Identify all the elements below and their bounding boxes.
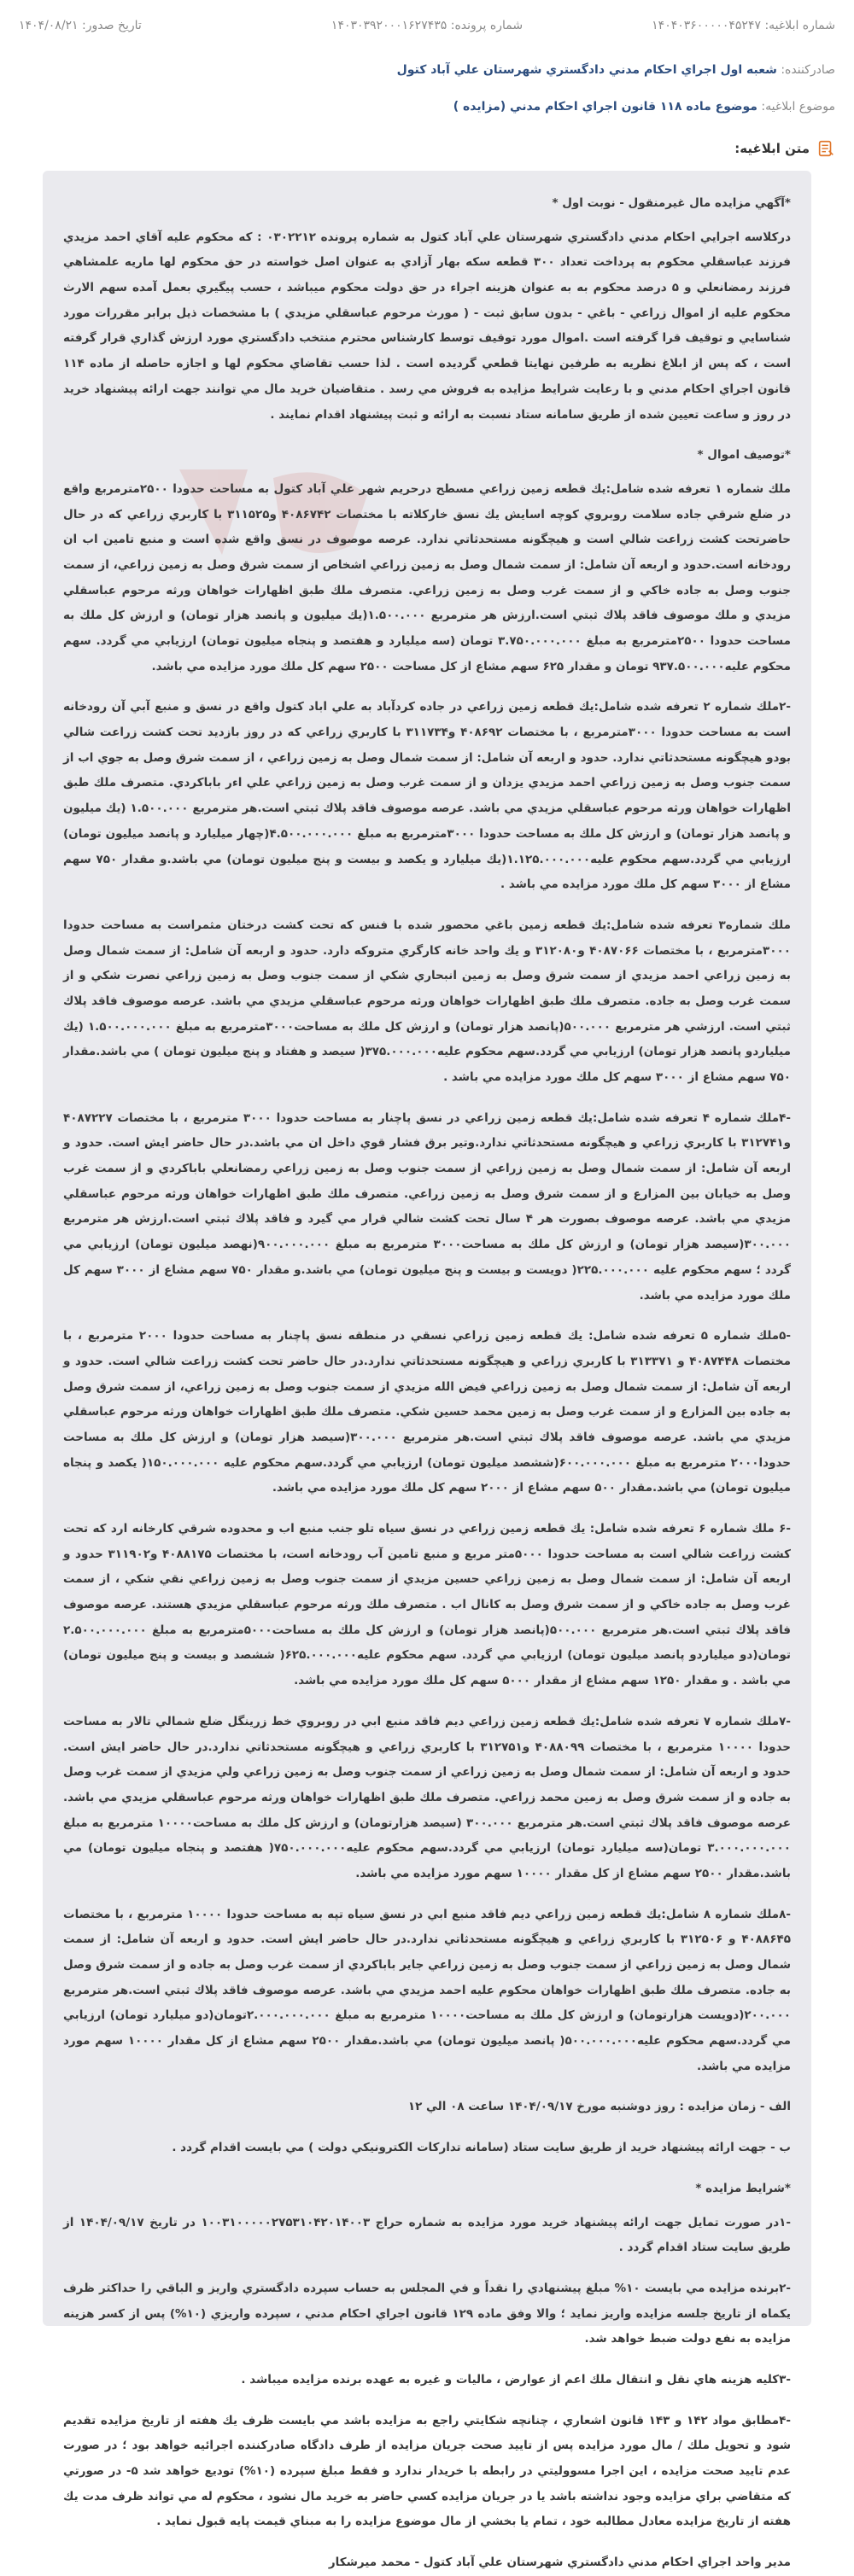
document-icon bbox=[816, 139, 835, 158]
sender-value: شعبه اول اجراي احکام مدني دادگستري شهرستان علي آباد کتول bbox=[396, 63, 777, 77]
auction-conditions-heading: *شرايط مزايده * bbox=[695, 2181, 791, 2195]
notice-text-header bbox=[734, 139, 835, 158]
property-6-paragraph: -۶ ملك شماره ۶ تعرفه شده شامل: يك قطعه زمين زراعي در نسق سياه تلو جنب منبع اب و محدوده شرقي كارخانه ارد كه تحت كشت زراعت شالي است به مساحت حدودا ۵٠٠٠متر مربع و منبع تامين آب رودخانه است، با مختصات ۴٠٨٨١٧۵ و٣١١٩٠٢ حدود و اربعه آن شامل: از سمت شمال وصل به زمين زراعي حسين مزيدي از سمت جنوب وصل به زمين زراعي نقي شكي ، از سمت غرب وصل به جاده خاكي و از سمت شرق وصل به كانال اب . متصرف ملك ورثه مرحوم عباسقلي مزيدي هستند. عرصه موصوف فاقد پلاك ثبتي است.هر مترمربع ۵٠٠.٠٠٠(پانصد هزار تومان) و ارزش كل ملك به مساحت۵٠٠٠مترمربع به مبلغ ٢.۵٠٠.٠٠٠.٠٠٠ تومان(دو ميلياردو پانصد ميليون تومان) ارزيابي مي گردد. سهم محكوم عليه۶٢۵.٠٠٠.٠٠٠( ششصد و بيست و پنج ميليون تومان) مي باشد . و مقدار ١٢۵٠ سهم مشاع از مقدار ۵٠٠٠ سهم كل ملك مورد مزايده مي باشد. bbox=[63, 1522, 791, 1688]
issue-date bbox=[19, 19, 291, 32]
notice-text-title: متن ابلاغیه: bbox=[734, 141, 810, 156]
case-number bbox=[291, 19, 564, 32]
condition-3-paragraph: -٣كليه هزينه هاي نقل و انتقال ملك اعم از عوارض ، ماليات و غيره به عهده برنده مزايده ميباشد . bbox=[241, 2372, 791, 2387]
notice-number-value: ۱۴۰۴۰۳۶۰۰۰۰۰۴۵۲۴۷ bbox=[652, 19, 761, 32]
condition-1-paragraph: -١در صورت تمايل جهت ارائه پيشنهاد خريد مورد مزايده به شماره حراج ١٠٠٣١٠٠٠٠٠٢٧۵٣١٠۴٢٠١۴٠٠٣ در تاريخ ١۴٠۴/٠٩/١٧ از طريق سايت ستاد اقدام گردد . bbox=[63, 2215, 791, 2255]
case-number-label: شماره پرونده: bbox=[450, 19, 524, 32]
subject-label: موضوع ابلاغیه: bbox=[761, 100, 835, 114]
issue-date-label: تاریخ صدور: bbox=[82, 19, 142, 32]
auction-time-paragraph: الف - زمان مزايده : روز دوشنبه مورخ ١۴٠۴/٠٩/١٧ ساعت ٠٨ الي ١٢ bbox=[407, 2100, 791, 2114]
issue-date-value: ۱۴۰۴/۰۸/۲۱ bbox=[18, 19, 79, 32]
property-3-paragraph: ملك شماره٣ تعرفه شده شامل:يك قطعه زمين باغي محصور شده با فنس كه تحت كشت درختان مثمراست به مساحت حدودا ٣٠٠٠مترمربع ، با مختصات ۴٠٨٧٠۶۶ و٣١٢٠٨٠ و يك واحد خانه كارگري متروكه دارد. حدود و اربعه آن شامل: از سمت شمال وصل به زمين زراعي احمد مزيدي از سمت شرق وصل به زمين انبحاري شكي از سمت جنوب وصل به زمين زراعي نصرت شكي و از سمت غرب وصل به جاده. متصرف ملك طبق اظهارات خواهان ورثه مرحوم عباسقلي مزيدي مي باشد. عرصه موصوف فاقد پلاك ثبتي است. ارزشي هر مترمربع ۵٠٠.٠٠٠(پانصد هزار تومان) و ارزش كل ملك به مساحت٣٠٠٠مترمربع به مبلغ ١.۵٠٠.٠٠٠.٠٠٠ (يك ميلياردو پانصد هزار تومان) ارزيابي مي گردد.سهم محكوم عليه٣٧۵.٠٠٠.٠٠٠( سيصد و هفتاد و پنج ميليون تومان ) مي باشد.مقدار ٧۵٠ سهم مشاع از ٣٠٠٠ سهم كل ملك مورد مزايده مي باشد . bbox=[63, 918, 792, 1084]
signature-line: مدير واحد اجراي احكام مدني دادگستري شهرستان علي آباد كتول - محمد ميرشكار bbox=[328, 2556, 791, 2570]
property-5-paragraph: -۵ملك شماره ۵ تعرفه شده شامل: يك قطعه زمين زراعي نسقي در منطقه نسق پاچنار به مساحت حدودا ٢٠٠٠ مترمربع ، با مختصات ۴٠٨٧۴۴٨ و ٣١٣٣٧١ با كاربري زراعي و هيچگونه مستحدثاتي ندارد.در حال حاضر تحت كشت زراعت شالي است. حدود و اربعه آن شامل: از سمت شمال وصل به زمين زراعي فيض الله مزيدي از سمت جنوب وصل به زمين زراعي، از سمت شرق وصل به جاده بين المزارع و از سمت غرب وصل به زمين محمد حسين شكي. متصرف ملك طبق اظهارات خواهان ورثه مرحوم عباسقلي مزيدي مي باشد. عرصه موصوف فاقد پلاك ثبتي است.هر مترمربع ٣٠٠.٠٠٠(سيصد هزار تومان) و ارزش كل ملك به مساحت حدودا٢٠٠٠ مترمربع به مبلغ ۶٠٠.٠٠٠.٠٠٠(ششصد ميليون تومان) ارزيابي مي گردد.سهم محكوم عليه ١۵٠.٠٠٠.٠٠٠( يكصد و پنجاه ميليون تومان) مي باشد.مقدار ۵٠٠ سهم مشاع از ٢٠٠٠ سهم كل ملك مورد مزايده مي باشد. bbox=[63, 1329, 792, 1495]
notice-body bbox=[43, 171, 811, 2570]
property-2-paragraph: -٢ملك شماره ٢ تعرفه شده شامل:يك قطعه زمين زراعي در جاده كردآباد به علي اباد كتول واقع در نسق و منبع آبي آن رودخانه است به مساحت حدودا ٣٠٠٠مترمربع ، با مختصات ۴٠٨۶٩٢ و٣١١٧٣۴ با كاربري زراعي كه در روز بازديد تحت كشت زراعت شالي بودو هيچگونه مستحدثاتي ندارد. حدود و اربعه آن شامل: از سمت شمال وصل به زمين زراعي ، از سمت شرق وصل به جوي اب از سمت جنوب وصل به زمين زراعي احمد مزيدي يزدان و از سمت غرب وصل به زمين زراعي علي اءر باباكردي. متصرف ملك طبق اظهارات خواهان ورثه مرحوم عباسقلي مزيدي مي باشد. عرصه موصوف فاقد پلاك ثبتي است.هر مترمربع ١.۵٠٠.٠٠٠ (يك ميليون و پانصد هزار تومان) و ارزش كل ملك به مساحت حدودا ٣٠٠٠مترمربع به مبلغ ۴.۵٠٠.٠٠٠.٠٠٠(چهار ميليارد و پانصد ميليون تومان) ارزيابي مي گردد.سهم محكوم عليه١.١٢۵.٠٠٠.٠٠٠(يك ميليارد و يكصد و بيست و پنج ميليون تومان) مي باشد.و مقدار ٧۵٠ سهم مشاع از ٣٠٠٠ سهم كل ملك مورد مزايده مي باشد . bbox=[63, 700, 792, 892]
property-1-paragraph: ملك شماره ١ تعرفه شده شامل:يك قطعه زمين زراعي مسطح درحريم شهر علي آباد كتول به مساحت حدودا ٢۵٠٠مترمربع واقع در ضلع شرقي جاده سلامت روبروي كوچه اسايش يك نسق خاركلاته با مختصات ۴٠٨۶٧۴٢ و٣١١۵٢۵ با كاربري زراعي كه در حال حاضرتحت كشت زراعت شالي است و هيچگونه مستحدثاتي ندارد. عرصه موصوف در نسق واقع شده است و منبع تامين اب ان رودخانه است.حدود و اربعه آن شامل: از سمت شمال وصل به زمين زراعي اشخاص از سمت شرق وصل به زمين زراعي، از سمت جنوب وصل به جاده خاكي و از سمت غرب وصل به زمين زراعي. متصرف ملك طبق اظهارات خواهان ورثه مرحوم عباسقلي مزيدي و ملك موصوف فاقد پلاك ثبتي است.ارزش هر مترمربع ١.۵٠٠.٠٠٠(يك ميليون و پانصد هزار تومان) و ارزش كل ملك به مساحت حدودا ٢۵٠٠مترمربع به مبلغ ٣.٧۵٠.٠٠٠.٠٠٠ تومان (سه ميليارد و هفتصد و پنجاه ميليون تومان) ارزيابي مي گردد. سهم محكوم عليه٩٣٧.۵٠٠.٠٠٠ تومان و مقدار ۶٢۵ سهم مشاع از كل مساحت ٢۵٠٠ سهم كل ملك مورد مزايده مي باشد. bbox=[63, 481, 792, 673]
subject-value: موضوع ماده ۱۱۸ قانون اجراي احکام مدني (مزايده ) bbox=[453, 100, 757, 114]
condition-2-paragraph: -٢برنده مزايده مي بايست ١٠% مبلغ پيشنهادي را نقداً و في المجلس به حساب سپرده دادگستري واريز و الباقي را حداكثر ظرف يكماه از تاريخ جلسه مزايده واريز نمايد ؛ والا وفق ماده ١٢٩ قانون اجراي احكام مدني ، سپرده واريزي (١٠%) پس از كسر هزينه مزايده به نفع دولت ضبط خواهد شد. bbox=[63, 2281, 792, 2346]
condition-4-paragraph: -۴مطابق مواد ١۴٢ و ١۴٣ قانون اشعاري ، چنانچه شكايتي راجع به مزايده باشد مي بايست ظرف يك هفته از تاريخ مزايده تقديم شود و تحويل ملك / مال مورد مزايده پس از تاييد صحت جريان مزايده از طرف دادگاه صادركننده اجرائيه خواهد بود ؛ در صورت عدم تاييد صحت مزايده ، اين اجرا مسووليتي در رابطه با خريدار ندارد و فقط مبلغ سپرده (١٠%) توديع خواهد شد ۵- در صورتي كه متقاضي براي مزايده وجود نداشته باشد يا در جريان مزايده كسي حاضر به خريد مال نشود ، محكوم له مي تواند ظرف مدت يك هفته از تاريخ مزايده معادل مطالبه خود ، تمام يا بخشي از مال موضوع مزايده را به مبناي قيمت پايه قبول نمايد . bbox=[63, 2413, 792, 2529]
subject-line bbox=[19, 100, 835, 114]
property-4-paragraph: -۴ملك شماره ۴ تعرفه شده شامل:يك قطعه زمين زراعي در نسق پاچنار به مساحت حدودا ٣٠٠٠ مترمربع ، با مختصات ۴٠٨٧٢٢٧ و٣١٢٧۴١ با كاربري زراعي و هيچگونه مستحدثاتي ندارد.وتير برق فشار قوي داخل ان مي باشد.در حال حاضر ايش است. حدود و اربعه آن شامل: از سمت شمال وصل به زمين زراعي از سمت جنوب وصل به زمين زراعي رمضانعلي باباكردي و از سمت غرب وصل به خيابان بين المزارع و از سمت شرق وصل به زمين زراعي. متصرف ملك طبق اظهارات خواهان ورثه مرحوم عباسقلي مزيدي مي باشد. عرصه موصوف بصورت هر ۴ سال تحت كشت شالي قرار مي گيرد و فاقد پلاك ثبتي است.ارزش هر مترمربع ٣٠٠.٠٠٠(سيصد هزار تومان) و ارزش كل ملك به مساحت٣٠٠٠ مترمربع به مبلغ ٩٠٠.٠٠٠.٠٠٠(نهصد ميليون تومان) ارزيابي مي گردد ؛ سهم محكوم عليه ٢٢۵.٠٠٠.٠٠٠( دويست و بيست و پنج ميليون تومان) مي باشد.و مقدار ٧۵٠ سهم مشاع از ٣٠٠٠ سهم كل ملك مورد مزايده مي باشد. bbox=[63, 1110, 792, 1303]
sender-line bbox=[19, 63, 835, 77]
property-8-paragraph: -٨ملك شماره ٨ شامل:يك قطعه زمين زراعي ديم فاقد منبع ابي در نسق سياه تپه به مساحت حدودا ١٠٠٠٠ مترمربع ، با مختصات ۴٠٨٨۶۴۵ و ٣١٢۵٠۶ با كاربري زراعي و هيچگونه مستحدثاتي ندارد.در حال حاضر ايش است. حدود و اربعه آن شامل: از سمت شمال وصل به زمين زراعي از سمت جنوب وصل به زمين زراعي جاير باباكردي از سمت غرب وصل به جاده و از سمت شرق وصل به جاده. متصرف ملك طبق اظهارات خواهان محكوم عليه احمد مزيدي مي باشد. عرصه موصوف فاقد پلاك ثبتي است.هر مترمربع ٢٠٠.٠٠٠(دويست هزارتومان) و ارزش كل ملك به مساحت١٠٠٠٠ مترمربع به مبلغ ٢.٠٠٠.٠٠٠.٠٠٠تومان(دو ميليارد تومان) ارزيابي مي گردد.سهم محكوم عليه۵٠٠.٠٠٠.٠٠٠( پانصد ميليون تومان) مي باشد.مقدار ٢۵٠٠ سهم مشاع از كل مقدار ١٠٠٠٠ سهم مورد مزايده مي باشد. bbox=[63, 1907, 792, 2073]
property-7-paragraph: -٧ملك شماره ٧ تعرفه شده شامل:يك قطعه زمين زراعي ديم فاقد منبع ابي در روبروي خط زرينگل ضلع شمالي تالار به مساحت حدودا ١٠٠٠٠ مترمربع ، با مختصات ۴٠٨٨٠٩٩ و٣١٢٧۵١ با كاربري زراعي و هيچگونه مستحدثاتي ندارد.در حال حاضر ايش است. حدود و اربعه آن شامل: از سمت شمال وصل به زمين زراعي از سمت جنوب وصل به زمين زراعي ولي مزيدي از سمت غرب وصل به جاده و از سمت شرق وصل به زمين محمد زراعي. متصرف ملك طبق اظهارات خواهان ورثه مرحوم عباسقلي مزيدي مي باشد. عرصه موصوف فاقد پلاك ثبتي است.هر مترمربع ٣٠٠.٠٠٠ (سيصد هزارتومان) و ارزش كل ملك به مساحت١٠٠٠٠ مترمربع به مبلغ ٣.٠٠٠.٠٠٠.٠٠٠ تومان(سه ميليارد تومان) ارزيابي مي گردد.سهم محكوم عليه٧۵٠.٠٠٠.٠٠٠( هفتصد و پنجاه ميليون تومان) مي باشد.مقدار ٢۵٠٠ سهم مشاع از كل مقدار ١٠٠٠٠ سهم مورد مزايده مي باشد. bbox=[63, 1714, 791, 1880]
notice-meta-row bbox=[0, 0, 854, 51]
notice-title: *آگهي مزايده مال غيرمنقول - نوبت اول * bbox=[552, 196, 791, 210]
notice-number bbox=[563, 19, 835, 32]
intro-paragraph: دركلاسه اجرايي احکام مدني دادگستري شهرستان علي آباد کتول به شماره پرونده ۰۳۰۲۲۱۲ : كه محكوم عليه آقاي احمد مزيدي فرزند عباسقلي محكوم به پرداخت تعداد ٣٠٠ قطعه سكه بهار آزادي به عنوان اصل خواسته در حق محكوم لها ماريه علمشاهي فرزند رمضانعلي و ۵ درصد محكوم به به عنوان هزينه اجراء در حق دولت محكوم ميباشد ، حسب پيگيري بعمل آمده سهم الارث محكوم عليه از اموال زراعي - باغي - بدون سابق ثبت - ( مورث مرحوم عباسقلي مزيدي ) با مشخصات ذيل برابر مقررات مورد شناسايي و توقيف قرا گرفته است .اموال مورد توقيف توسط كارشناس محترم منتخب دادگستري مورد ارزش گذاري قرار گرفته است ، كه پس از ابلاغ نظريه به طرفين نهايتا قطعي گرديده است . لذا حسب تقاضاي محكوم لها و اجازه حاصله از ماده ١١۴ قانون اجراي احكام مدني و با رعايت شرايط مزايده به فروش مي رسد . متقاضيان خريد مال مي توانند جهت ارائه پيشنهاد خريد در روز و ساعت تعيين شده از طريق سامانه ستاد نسبت به ارائه و ثبت پيشنهاد اقدام نمايند . bbox=[63, 230, 792, 422]
case-number-value: ۱۴۰۳۰۳۹۲۰۰۰۱۶۲۷۴۳۵ bbox=[330, 19, 447, 32]
notice-number-label: شماره ابلاغیه: bbox=[764, 19, 835, 32]
sender-label: صادرکننده: bbox=[781, 63, 835, 77]
property-description-heading: *توصيف اموال * bbox=[697, 448, 791, 463]
bid-method-paragraph: ب - جهت ارائه پيشنهاد خريد از طريق سايت ستاد (سامانه تداركات الكترونيكي دولت ) مي بايست اقدام گردد . bbox=[172, 2141, 791, 2155]
